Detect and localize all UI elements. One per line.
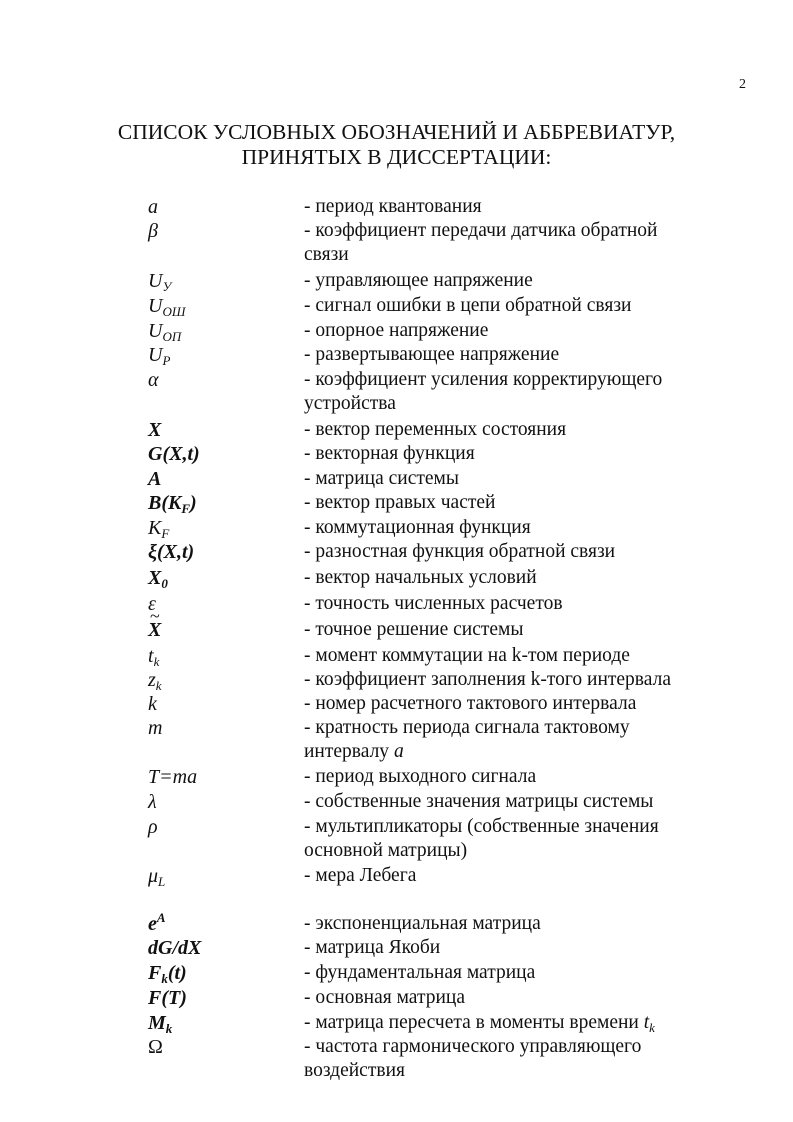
entry-description: - точное решение системы bbox=[304, 619, 524, 640]
entry-symbol: $M_k$ bbox=[148, 1012, 173, 1036]
entry-symbol: $t_k$ bbox=[148, 645, 160, 669]
entry-symbol: $X_0$ bbox=[148, 567, 168, 591]
entry-symbol: F(T) bbox=[148, 987, 187, 1009]
entry-description: - фундаментальная матрица bbox=[304, 962, 536, 983]
entry-symbol: k bbox=[148, 693, 157, 715]
entry-description: - период квантования bbox=[304, 196, 482, 217]
entry-symbol: ~ X bbox=[148, 618, 161, 642]
entry-symbol: Ω bbox=[148, 1036, 163, 1058]
entry-symbol: ε bbox=[148, 593, 156, 615]
entry-symbol: T=ma bbox=[148, 766, 198, 788]
entry-symbol: $U_{ОШ}$ bbox=[148, 295, 186, 319]
entry-description: - матрица Якоби bbox=[304, 937, 441, 958]
entry-symbol: m bbox=[148, 717, 163, 739]
entry-symbol: $U_Р$ bbox=[148, 344, 171, 368]
entry-description: - вектор переменных состояния bbox=[304, 419, 567, 440]
entry-symbol: α bbox=[148, 369, 159, 391]
entry-description: - векторная функция bbox=[304, 443, 475, 464]
page-number: 2 bbox=[739, 77, 746, 92]
entry-description: - коэффициент усиления корректирующего устройства bbox=[304, 369, 663, 414]
entry-symbol: $U_У$ bbox=[148, 270, 172, 294]
entry-symbol: A bbox=[148, 468, 162, 490]
entry-description: - опорное напряжение bbox=[304, 320, 489, 341]
title-line-2: ПРИНЯТЫХ В ДИССЕРТАЦИИ: bbox=[241, 145, 552, 169]
entry-description: - собственные значения матрицы системы bbox=[304, 791, 654, 812]
entry-description: - разностная функция обратной связи bbox=[304, 541, 616, 562]
title-line-1: СПИСОК УСЛОВНЫХ ОБОЗНАЧЕНИЙ И АББРЕВИАТУР, bbox=[117, 120, 676, 144]
entry-description: - номер расчетного тактового интервала bbox=[304, 693, 637, 714]
entry-description: - мера Лебега bbox=[304, 865, 417, 886]
entry-symbol: β bbox=[148, 220, 158, 242]
entry-description: - вектор правых частей bbox=[304, 492, 496, 513]
entry-description: - коэффициент заполнения k-того интервала bbox=[304, 669, 671, 690]
entry-symbol: $B(K_F)$ bbox=[148, 492, 197, 516]
entry-description: - сигнал ошибки в цепи обратной связи bbox=[304, 295, 632, 316]
entry-symbol: X bbox=[148, 419, 162, 441]
entry-symbol: G(X,t) bbox=[148, 443, 200, 465]
entry-description: - основная матрица bbox=[304, 987, 465, 1008]
entry-description: - частота гармонического управляющего воздействия bbox=[304, 1036, 642, 1081]
entry-description: - экспоненциальная матрица bbox=[304, 913, 541, 934]
entry-symbol: ξ(X,t) bbox=[148, 541, 195, 563]
entry-description: - вектор начальных условий bbox=[304, 567, 537, 588]
entry-description: - коммутационная функция bbox=[304, 517, 531, 538]
entry-symbol: $z_k$ bbox=[148, 669, 162, 693]
entry-symbol: $U_{ОП}$ bbox=[148, 320, 182, 344]
entry-symbol: $F_k(t)$ bbox=[148, 962, 187, 986]
entry-symbol: λ bbox=[148, 791, 157, 813]
entry-description: - матрица системы bbox=[304, 468, 460, 489]
entry-description: - мультипликаторы (собственные значения основной матрицы) bbox=[304, 816, 659, 861]
entry-symbol: $K_F$ bbox=[148, 517, 170, 541]
entry-description: - управляющее напряжение bbox=[304, 270, 533, 291]
entry-description: - точность численных расчетов bbox=[304, 593, 563, 614]
entry-symbol: a bbox=[148, 196, 158, 218]
entry-description: - период выходного сигнала bbox=[304, 766, 537, 787]
entry-symbol: $\mu_L$ bbox=[148, 865, 166, 889]
entry-symbol: dG/dX bbox=[148, 937, 202, 959]
entry-description: - коэффициент передачи датчика обратной связи bbox=[304, 220, 658, 265]
entry-description: - развертывающее напряжение bbox=[304, 344, 560, 365]
entry-description: - кратность периода сигнала тактовому интервалу a bbox=[304, 717, 630, 762]
entry-symbol: ρ bbox=[148, 816, 158, 838]
entry-symbol: $e^A$ bbox=[148, 910, 166, 935]
entry-description: - момент коммутации на k-том периоде bbox=[304, 645, 630, 666]
entry-description: - матрица пересчета в моменты времени $t_k$ bbox=[304, 1012, 655, 1035]
